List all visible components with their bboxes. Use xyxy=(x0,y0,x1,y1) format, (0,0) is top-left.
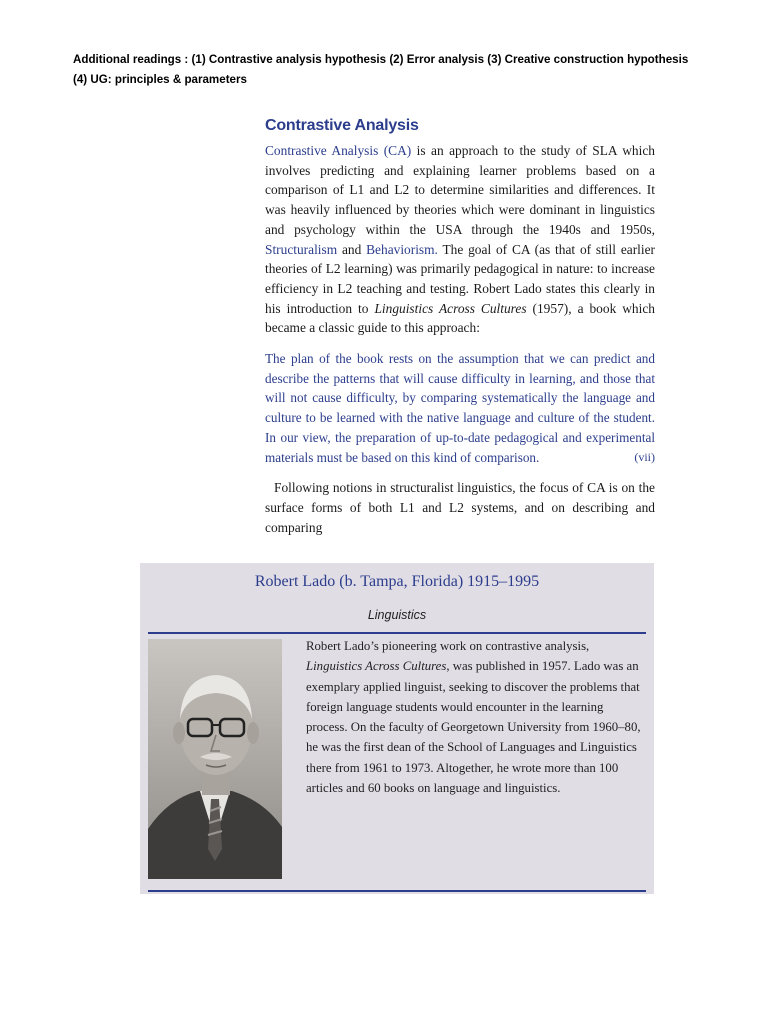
bottom-divider xyxy=(148,890,646,892)
biography-box xyxy=(140,563,654,894)
bio-title: Robert Lado (b. Tampa, Florida) 1915–1995 xyxy=(254,573,540,590)
term-structuralism: Structuralism xyxy=(265,241,338,257)
header-line-2: (4) UG: principles & parameters xyxy=(73,73,247,86)
intro-text-a: is an approach to the study of SLA which involves predicting and explaining learner problems based on a comparison of L1 and L2 to determine similarities and differences. It was heavily influenced by theories which were dominant in linguistics and psychology within the USA through the 1940s and 1950s, xyxy=(265,143,655,237)
header-line-1: Additional readings : (1) Contrastive analysis hypothesis (2) Error analysis (3) Creative construction hypothesis xyxy=(73,53,689,66)
book-excerpt xyxy=(265,117,655,537)
bio-subtitle: Linguistics xyxy=(367,608,427,622)
portrait-illustration xyxy=(148,639,282,879)
bio-book-title: Linguistics Across Cultures xyxy=(306,659,447,674)
portrait-photo xyxy=(148,639,282,879)
intro-paragraph xyxy=(265,141,655,338)
additional-readings-header xyxy=(73,50,713,90)
section-title: Contrastive Analysis xyxy=(265,117,419,134)
term-contrastive-analysis: Contrastive Analysis (CA) xyxy=(265,143,412,158)
intro-text-c: The goal of CA (as that of still earlier theories of L2 learning) was primarily pedagogical in nature: to increase efficiency in L2 teaching and testing. Robert Lado states this clearly in his introduction to xyxy=(265,241,656,316)
term-behaviorism: Behaviorism. xyxy=(366,241,438,257)
book-title-italic: Linguistics Across Cultures xyxy=(374,300,527,316)
bio-text xyxy=(306,636,646,798)
intro-text-d: (1957), a book which became a classic guide to this approach: xyxy=(265,300,655,336)
block-quote xyxy=(265,349,655,467)
quote-text: The plan of the book rests on the assumption that we can predict and describe the patterns that will cause difficulty in learning, and those that will not cause difficulty, by comparing systematically the language and culture to be learned with the native language and culture of the student. In our view, the preparation of up-to-date pedagogical and experimental materials must be based on this kind of comparison. xyxy=(265,351,655,465)
following-paragraph: Following notions in structuralist linguistics, the focus of CA is on the surface forms of both L1 and L2 systems, and on describing and comparing xyxy=(265,480,655,535)
bio-text-a: Robert Lado’s pioneering work on contrastive analysis, xyxy=(306,639,590,653)
bio-text-b: , was published in 1957. Lado was an exemplary applied linguist, seeking to discover the problems that foreign language students would encounter in the learning process. On the faculty of Georgetown University from 1960–80, he was the first dean of the School of Languages and Linguistics there from 1961 to 1973. Altogether, he wrote more than 100 articles and 60 books on language and linguistics. xyxy=(306,659,641,796)
quote-citation: (vii) xyxy=(634,449,655,464)
top-divider xyxy=(148,632,646,634)
intro-text-b: and xyxy=(337,241,367,257)
